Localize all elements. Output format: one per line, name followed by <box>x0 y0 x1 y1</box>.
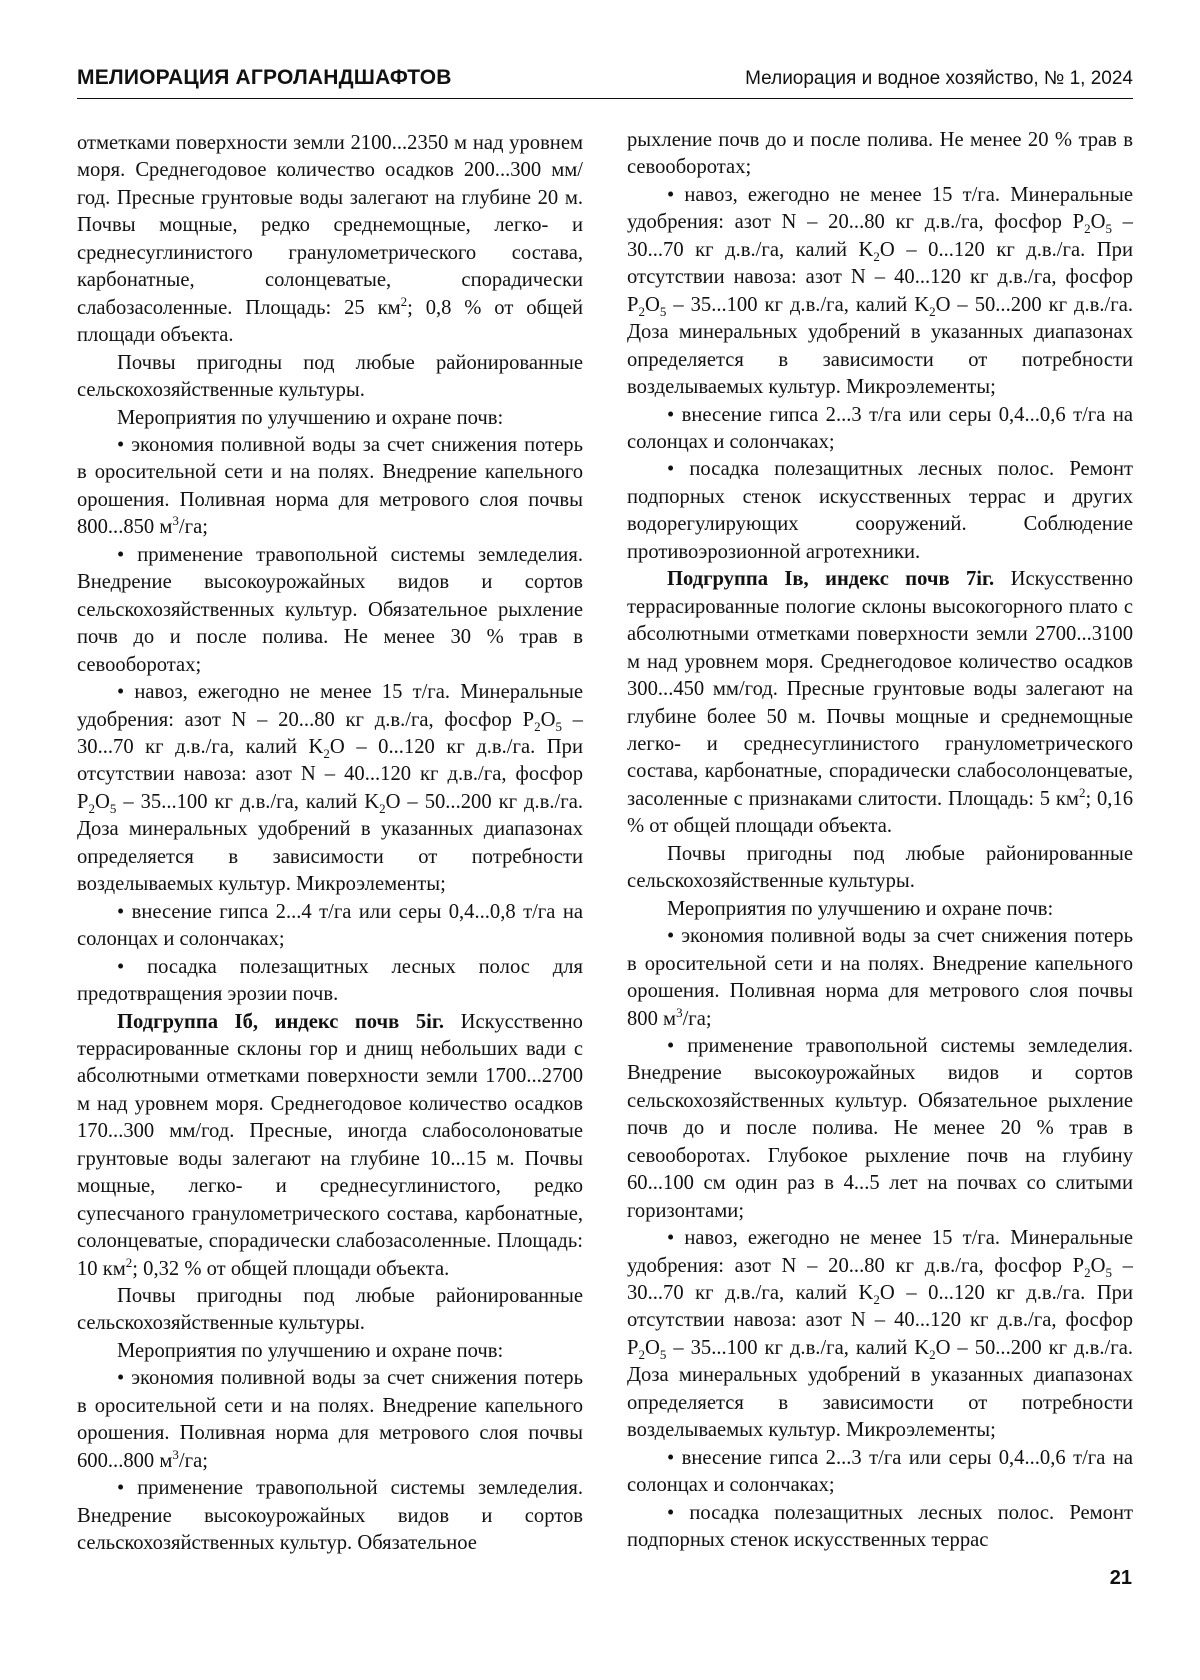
subscript: 2 <box>638 1347 645 1363</box>
text: Искусственно террасированные пологие склоны высокогорного плато с абсолютными отметками поверхности земли 2700...3100 м над уровнем моря. Среднегодовое количество осадков 300...450 мм/год. Пресные грунтовые воды залегают на глубине более 50 м. Почвы мощные и среднемощные легко- и среднесуглинистого гранулометрического состава, карбонатные, спорадически слабосолонцеватые, засоленные с признаками слитости. Площадь: 5 км <box>627 568 1133 810</box>
paragraph: Мероприятия по улучшению и охране почв: <box>667 897 1054 920</box>
subscript: 5 <box>659 1347 667 1363</box>
bullet-item <box>77 1365 583 1475</box>
subscript: 5 <box>555 718 562 734</box>
subscript: 5 <box>1105 1264 1112 1280</box>
bullet-item: • внесение гипса 2...3 т/га или серы 0,4...0,6 т/га на солонцах и солончаках; <box>627 1446 1133 1497</box>
text: O – 0...120 кг д.в./га. При отсутствии навоза: азот N – 40...120 кг д.в./га, фосфор P <box>77 735 583 813</box>
bullet-item <box>77 679 583 899</box>
bullet-item: • применение травопольной системы земледелия. Внедрение высокоурожайных видов и сортов сельскохозяйственных культур. Обязательное <box>77 1477 583 1555</box>
text: • экономия поливной воды за счет снижения потерь в оросительной сети и на полях. Внедрение капельного орошения. Поливная норма для метрового слоя почвы 800...850 м <box>77 433 583 539</box>
bullet-item: • внесение гипса 2...4 т/га или серы 0,4...0,8 т/га на солонцах и солончаках; <box>77 900 583 951</box>
text: – 35...100 кг д.в./га, калий K <box>666 1336 930 1359</box>
bullet-item <box>77 432 583 542</box>
subgroup-title: Подгруппа Iб, индекс почв 5iг. <box>117 1010 445 1033</box>
subscript: 2 <box>534 718 541 734</box>
paragraph: Почвы пригодны под любые районированные сельскохозяйственные культуры. <box>627 842 1133 893</box>
paragraph: Мероприятия по улучшению и охране почв: <box>117 1339 504 1362</box>
text: • навоз, ежегодно не менее 15 т/га. Минеральные удобрения: азот N – 20...80 кг д.в./га, фосфор P <box>627 1227 1133 1277</box>
paragraph: Почвы пригодны под любые районированные сельскохозяйственные культуры. <box>77 351 583 402</box>
subscript: 2 <box>1084 221 1091 237</box>
text: O – 0...120 кг д.в./га. При отсутствии навоза: азот N – 40...120 кг д.в./га, фосфор P <box>627 1282 1133 1359</box>
bullet-item <box>627 182 1133 402</box>
subscript: 2 <box>929 303 936 319</box>
subscript: 2 <box>638 303 645 319</box>
journal-info: Мелиорация и водное хозяйство, № 1, 2024 <box>745 68 1133 89</box>
running-header <box>77 60 1133 99</box>
text: Искусственно террасированные склоны гор и днищ небольших вади с абсолютными отметками поверхности земли 1700...2700 м над уровнем моря. Среднегодовое количество осадков 170...300 мм/год. Пресные, иногда слабосолоноватые грунтовые воды залегают на глубине 10...15 м. Почвы мощные, легко- и среднесуглинистого, редко супесчаного гранулометрического состава, карбонатные, солонцеватые, спорадически слабозасоленные. Площадь: 10 км <box>77 1010 583 1280</box>
bullet-item: • применение травопольной системы земледелия. Внедрение высокоурожайных видов и сортов сельскохозяйственных культур. Обязательное рыхление почв до и после полива. Не менее 30 % трав в севооборотах; <box>77 543 583 676</box>
section-title: МЕЛИОРАЦИЯ АГРОЛАНДШАФТОВ <box>77 66 452 89</box>
subscript: 2 <box>873 248 880 264</box>
subgroup-title: Подгруппа Iв, индекс почв 7iг. <box>667 568 995 591</box>
text: – 30...70 кг д.в./га, калий K <box>627 1254 1133 1305</box>
text: • экономия поливной воды за счет снижения потерь в оросительной сети и на полях. Внедрение капельного орошения. Поливная норма для метрового слоя почвы 600...800 м <box>77 1367 583 1472</box>
subscript: 2 <box>88 800 95 816</box>
text: отметками поверхности земли 2100...2350 м над уровнем моря. Среднегодовое количество осадков 200...300 мм/год. Пресные грунтовые воды залегают на глубине 20 м. Почвы мощные, редко среднемощные, легко- и среднесуглинистого гранулометрического состава, карбонатные, солонцеватые, спорадически слабозасоленные. Площадь: 25 км <box>77 132 583 319</box>
subscript: 2 <box>323 746 330 762</box>
paragraph: Мероприятия по улучшению и охране почв: <box>117 406 504 429</box>
text: O <box>1090 211 1106 234</box>
text: O – 50...200 кг д.в./га. Доза минеральных удобрений в указанных диапазонах определяется в зависимости от потребности возделываемых культур. Микроэлементы; <box>627 1336 1133 1442</box>
left-column <box>77 130 583 1558</box>
text: ; 0,32 % от общей площади объекта. <box>132 1257 450 1280</box>
text: O <box>94 790 110 813</box>
subgroup-paragraph <box>627 566 1133 841</box>
text: ; 0,16 % от общей площади объекта. <box>627 787 1133 838</box>
bullet-item: • посадка полезащитных лесных полос. Ремонт подпорных стенок искусственных террас <box>627 1501 1133 1552</box>
superscript: 3 <box>172 513 179 529</box>
text: O – 50...200 кг д.в./га. Доза минеральных удобрений в указанных диапазонах определяется в зависимости от потребности возделываемых культур. Микроэлементы; <box>77 790 583 896</box>
text: – 35...100 кг д.в./га, калий K <box>116 790 380 813</box>
superscript: 3 <box>172 1446 179 1462</box>
text: O <box>540 708 556 731</box>
subgroup-paragraph <box>77 1009 583 1284</box>
bullet-item <box>627 1225 1133 1445</box>
subscript: 2 <box>873 1292 880 1308</box>
text: /га; <box>682 1007 712 1030</box>
superscript: 2 <box>125 1254 133 1270</box>
paragraph: Почвы пригодны под любые районированные сельскохозяйственные культуры. <box>77 1285 583 1335</box>
text: – 30...70 кг д.в./га, калий K <box>627 211 1133 261</box>
bullet-item: • посадка полезащитных лесных полос для предотвращения эрозии почв. <box>77 955 583 1006</box>
text: – 35...100 кг д.в./га, калий K <box>666 293 930 316</box>
subscript: 5 <box>109 800 117 816</box>
page-number: 21 <box>1109 1567 1132 1589</box>
text: O <box>1090 1254 1106 1277</box>
text: O – 0...120 кг д.в./га. При отсутствии навоза: азот N – 40...120 кг д.в./га, фосфор P <box>627 238 1133 316</box>
subscript: 2 <box>1084 1264 1091 1280</box>
bullet-item: • внесение гипса 2...3 т/га или серы 0,4...0,6 т/га на солонцах и солончаках; <box>627 403 1133 453</box>
text: • экономия поливной воды за счет снижения потерь в оросительной сети и на полях. Внедрение капельного орошения. Поливная норма для метрового слоя почвы 800 м <box>627 925 1133 1030</box>
bullet-item: • посадка полезащитных лесных полос. Ремонт подпорных стенок искусственных террас и других водорегулирующих сооружений. Соблюдение противоэрозионной агротехники. <box>627 458 1133 563</box>
text: ; 0,8 % от общей площади объекта. <box>77 296 583 347</box>
text: O – 50...200 кг д.в./га. Доза минеральных удобрений в указанных диапазонах определяется в зависимости от потребности возделываемых культур. Микроэлементы; <box>627 293 1133 399</box>
subscript: 5 <box>1105 221 1112 237</box>
superscript: 2 <box>1078 785 1086 801</box>
subscript: 2 <box>379 800 386 816</box>
text: O <box>644 1336 660 1359</box>
superscript: 2 <box>400 293 408 309</box>
subscript: 2 <box>929 1347 936 1363</box>
subscript: 5 <box>659 303 667 319</box>
bullet-item <box>627 923 1133 1033</box>
text: – 30...70 кг д.в./га, калий K <box>77 708 583 758</box>
paragraph: рыхление почв до и после полива. Не менее 20 % трав в севооборотах; <box>627 129 1133 179</box>
text: • навоз, ежегодно не менее 15 т/га. Минеральные удобрения: азот N – 20...80 кг д.в./га, фосфор P <box>627 183 1133 234</box>
paragraph <box>77 130 583 350</box>
text: /га; <box>178 1449 208 1472</box>
bullet-item: • применение травопольной системы земледелия. Внедрение высокоурожайных видов и сортов сельскохозяйственных культур. Обязательное рыхление почв до и после полива. Не менее 20 % трав в севооборотах. Глубокое рыхление почв на глубину 60...100 см один раз в 4...5 лет на почвах со слитыми горизонтами; <box>627 1034 1133 1222</box>
text: O <box>644 293 660 316</box>
text: /га; <box>178 516 208 539</box>
text: • навоз, ежегодно не менее 15 т/га. Минеральные удобрения: азот N – 20...80 кг д.в./га, фосфор P <box>77 681 583 731</box>
superscript: 3 <box>676 1004 683 1020</box>
right-column <box>627 127 1133 1555</box>
